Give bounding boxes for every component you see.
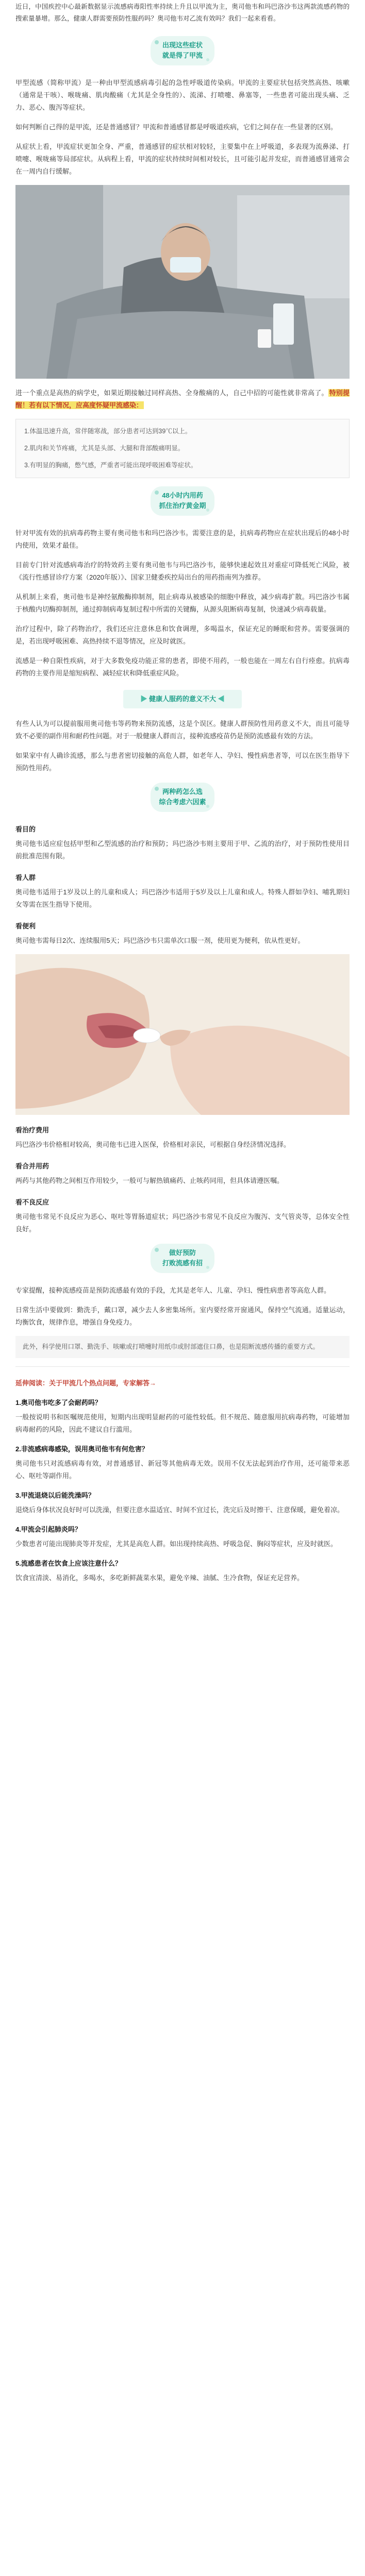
section-heading-line: 打败流感有招 [162,1259,203,1267]
sick-man-on-sofa-photo [15,185,350,379]
qa-item [15,1397,350,1436]
arrow-icon: ▶ [140,695,149,703]
section-heading-line: 做好预防 [169,1249,196,1257]
body-paragraph: 从症状上看，甲流症状更加全身、严重，普通感冒的症状相对较轻，主要集中在上呼吸道，多表现为流鼻涕、打喷嚏、喉咙痛等局部症状。从病程上看，甲流的症状持续时间相对较长，且可能引起并发症，而普通感冒通常会在一周内自行缓解。 [15,142,350,175]
decorative-dot [206,58,209,61]
compare-text: 奥司他韦常见不良反应为恶心、呕吐等胃肠道症状；玛巴洛沙韦常见不良反应为腹泻、支气管炎等，总体安全性良好。 [15,1213,350,1233]
compare-title: 看治疗费用 [15,1126,49,1134]
section-heading-line: 就是得了甲流 [162,52,203,60]
qa-question: 4.甲流会引起肺炎吗？ [15,1526,81,1534]
list-item: 1.体温迅速升高，常伴随寒战，部分患者可达到39℃以上。 [24,427,192,435]
symptom-list-box [15,419,350,478]
body-paragraph: 如何判断自己得的是甲流，还是普通感冒？甲流和普通感冒都是呼吸道疾病，它们之间存在一些显著的区别。 [15,123,338,131]
section-heading-line: 出现这些症状 [162,41,203,49]
section-heading-line: 48小时内用药 [162,492,203,500]
compare-title: 看合并用药 [15,1162,49,1171]
qa-item [15,1443,350,1482]
compare-title: 看人群 [15,873,36,882]
body-paragraph: 日常生活中要做到：勤洗手，戴口罩，减少去人多密集场所。室内要经常开窗通风，保持空气流通。适量运动，均衡饮食，规律作息，增强自身免疫力。 [15,1306,350,1326]
compare-text: 两药与其他药物之间相互作用较少，一般可与解热镇痛药、止咳药同用，但具体请遵医嘱。 [15,1177,284,1185]
qa-item [15,1523,350,1550]
body-paragraph: 专家提醒，接种流感疫苗是预防流感最有效的手段，尤其是老年人、儿童、孕妇、慢性病患者等高危人群。 [15,1286,331,1294]
decorative-dot [206,1266,209,1269]
divider [15,1366,350,1367]
body-paragraph: 流感是一种自限性疾病，对于大多数免疫功能正常的患者，即使不用药，一般也能在一周左右自行痊愈。抗病毒药物的主要作用是缩短病程、减轻症状和降低重症风险。 [15,656,350,677]
qa-answer: 奥司他韦只对流感病毒有效，对普通感冒、新冠等其他病毒无效。误用不仅无法起到治疗作用，还可能带来恶心、呕吐等副作用。 [15,1460,350,1480]
qa-item [15,1557,350,1584]
section-heading-line: 两种药怎么选 [162,788,203,796]
section-heading-line: 抓住治疗黄金期 [159,502,206,510]
taking-pill-photo [15,954,350,1115]
list-item: 3.有明显的胸痛，憋气感，严重者可能出现呼吸困难等症状。 [24,462,197,469]
body-paragraph [15,387,350,412]
body-paragraph: 从机制上来看，奥司他韦是神经氨酸酶抑制剂，阻止病毒从被感染的细胞中释放，减少病毒扩散。玛巴洛沙韦属于核酸内切酶抑制剂，通过抑制病毒复制过程中所需的关键酶，从源头阻断病毒复制，快速减少病毒载量。 [15,592,350,613]
body-paragraph: 治疗过程中，除了药物治疗，我们还应注意休息和饮食调理，多喝温水，保证充足的睡眠和营养。需要强调的是，若出现呼吸困难、高热持续不退等情况，应及时就医。 [15,624,350,645]
qa-answer: 少数患者可能出现肺炎等并发症，尤其是高危人群。如出现持续高热、呼吸急促、胸闷等症状，应及时就医。 [15,1540,338,1548]
highlight-note: 特别提醒！若有以下情况，应高度怀疑甲流感染： [15,388,350,409]
section-heading-line: 综合考虑六因素 [159,798,206,806]
compare-title: 看目的 [15,825,36,833]
section-heading-symptoms [151,36,214,65]
decorative-dot [206,805,209,808]
body-paragraph: 目前专门针对流感病毒治疗的特效药主要有奥司他韦与玛巴洛沙韦，能够快速起效且对重症可降低死亡风险，被《流行性感冒诊疗方案（2020年版）》、国家卫健委疾控局出台的用药指南列为推荐。 [15,561,350,581]
qa-answer: 退烧后身体状况良好时可以洗澡，但要注意水温适宜、时间不宜过长，洗完后及时擦干、注意保暖，避免着凉。 [15,1506,344,1514]
qa-answer: 饮食宜清淡、易消化，多喝水，多吃新鲜蔬菜水果，避免辛辣、油腻、生冷食物，保证充足营养。 [15,1574,304,1582]
section-heading-text: 健康人服药的意义不大 [148,695,216,703]
compare-text: 玛巴洛沙韦价格相对较高，奥司他韦已进入医保，价格相对亲民，可根据自身经济情况选择。 [15,1141,291,1149]
qa-question: 2.非流感病毒感染，误用奥司他韦有何危害？ [15,1445,148,1453]
qa-section-title: 延伸阅读：关于甲流几个热点问题，专家解答→ [15,1379,157,1387]
compare-text: 奥司他韦适应症包括甲型和乙型流感的治疗和预防；玛巴洛沙韦则主要用于甲、乙流的治疗，对于预防性使用目前批准范围有限。 [15,839,350,860]
body-paragraph: 甲型流感（简称甲流）是一种由甲型流感病毒引起的急性呼吸道传染病。甲流的主要症状包括突然高热、咳嗽（通常是干咳）、喉咙痛、肌肉酸痛（尤其是全身性的）、流涕、打喷嚏、鼻塞等，一些患者可能出现头痛、乏力、恶心、腹泻等症状。 [15,78,350,111]
section-heading-prevention [151,1244,214,1273]
qa-question: 3.甲流退烧以后能洗澡吗？ [15,1492,95,1500]
pill-illustration [15,954,350,1115]
list-item: 2.肌肉和关节疼痛，尤其是头部、大腿和背部酸痛明显。 [24,445,185,452]
compare-text: 奥司他韦适用于1岁及以上的儿童和成人；玛巴洛沙韦适用于5岁及以上儿童和成人。特殊人群如孕妇、哺乳期妇女等需在医生指导下使用。 [15,888,350,908]
section-heading-healthy-people [123,690,242,708]
tip-box: 此外，科学使用口罩、勤洗手、咳嗽或打喷嚏时用纸巾或肘部遮住口鼻，也是阻断流感传播的重要方式。 [15,1336,350,1358]
qa-item [15,1489,350,1516]
body-paragraph: 如果家中有人确诊流感，那么与患者密切接触的高危人群，如老年人、孕妇、慢性病患者等，可以在医生指导下预防性用药。 [15,752,350,772]
section-heading-choose-drug [151,783,214,811]
paragraph-text: 进一个重点是高热的病学史，如果近期接触过同样高热、全身酸痛的人，自己中招的可能性就非常高了。 [15,388,328,397]
compare-text: 奥司他韦需每日2次、连续服用5天；玛巴洛沙韦只需单次口服一剂，使用更为便利，依从性更好。 [15,936,305,944]
intro-paragraph: 近日，中国疾控中心最新数据显示流感病毒阳性率持续上升且以甲流为主，奥司他韦和玛巴洛沙韦这两款流感药物的搜索量暴增。那么，健康人群需要预防性服药吗？奥司他韦对乙流有效吗？我们一起来看看。 [15,3,350,23]
body-paragraph: 有些人认为可以提前服用奥司他韦等药物来预防流感，这是个误区。健康人群预防性用药意义不大，而且可能导致不必要的副作用和耐药性问题。对于一般健康人群而言，接种流感疫苗仍是预防流感最有效的方法。 [15,720,350,740]
qa-question: 1.奥司他韦吃多了会耐药吗？ [15,1398,102,1406]
arrow-icon: ◀ [216,695,225,703]
body-paragraph: 针对甲流有效的抗病毒药物主要有奥司他韦和玛巴洛沙韦。需要注意的是，抗病毒药物应在症状出现后的48小时内使用，效果才最佳。 [15,529,350,549]
qa-answer: 一般按说明书和医嘱规范使用，短期内出现明显耐药的可能性较低。但不规范、随意服用抗病毒药物，可能增加病毒耐药的风险，因此不建议自行滥用。 [15,1413,350,1433]
section-heading-treatment-window [151,486,214,515]
sick-man-illustration [15,185,350,379]
decorative-dot [206,509,209,512]
compare-title: 看不良反应 [15,1198,49,1207]
qa-question: 5.流感患者在饮食上应该注意什么？ [15,1560,122,1568]
compare-title: 看便利 [15,922,36,930]
